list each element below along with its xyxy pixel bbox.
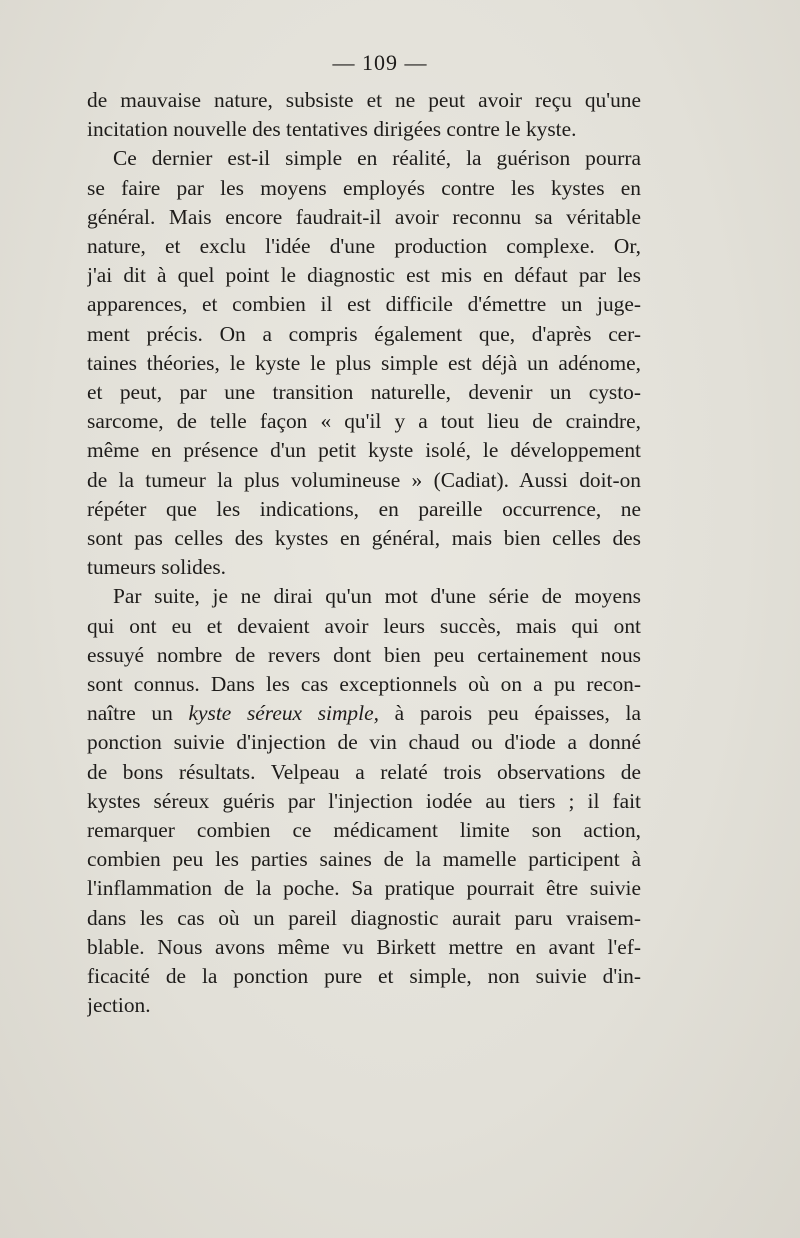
- text-line: apparences, et combien il est difficile d'émettre un juge-: [87, 292, 641, 317]
- text-line: incitation nouvelle des tentatives dirigées contre le kyste.: [87, 117, 577, 142]
- text-line: général. Mais encore faudrait-il avoir reconnu sa véritable: [87, 204, 641, 229]
- text-line: tumeurs solides.: [87, 555, 227, 580]
- text-line: combien peu les parties saines de la mamelle participent à: [87, 847, 641, 872]
- text-line: sarcome, de telle façon « qu'il y a tout lieu de craindre,: [87, 409, 641, 434]
- text-line: dans les cas où un pareil diagnostic aurait paru vraisem-: [87, 905, 641, 930]
- text-line: remarquer combien ce médicament limite son action,: [87, 818, 641, 843]
- text-line: jection.: [87, 993, 151, 1018]
- text-line: ponction suivie d'injection de vin chaud ou d'iode a donné: [87, 730, 641, 755]
- text-line: Par suite, je ne dirai qu'un mot d'une série de moyens: [113, 584, 641, 609]
- text-line: même en présence d'un petit kyste isolé, le développement: [87, 438, 641, 463]
- text-line: qui ont eu et devaient avoir leurs succès, mais qui ont: [87, 613, 641, 638]
- text-line-with-italic: [87, 699, 641, 728]
- page-number: — 109 —: [332, 50, 428, 75]
- text-line: Ce dernier est-il simple en réalité, la guérison pourra: [113, 146, 641, 171]
- text-line: l'inflammation de la poche. Sa pratique pourrait être suivie: [87, 876, 641, 901]
- text-line: de mauvaise nature, subsiste et ne peut avoir reçu qu'une: [87, 88, 641, 112]
- text-line: ficacité de la ponction pure et simple, non suivie d'in-: [87, 964, 641, 989]
- text-line: de bons résultats. Velpeau a relaté trois observations de: [87, 759, 641, 784]
- text-line: sont pas celles des kystes en général, mais bien celles des: [87, 526, 641, 551]
- text-line: se faire par les moyens employés contre les kystes en: [87, 175, 641, 200]
- text-run: à parois peu épaisses, la: [378, 701, 641, 726]
- text-line: taines théories, le kyste le plus simple est déjà un adénome,: [87, 350, 641, 375]
- text-line: nature, et exclu l'idée d'une production complexe. Or,: [87, 234, 641, 259]
- text-line: répéter que les indications, en pareille occurrence, ne: [87, 496, 641, 521]
- text-line: essuyé nombre de revers dont bien peu certainement nous: [87, 642, 641, 667]
- text-run: naître un: [87, 701, 189, 726]
- text-line: j'ai dit à quel point le diagnostic est mis en défaut par les: [87, 263, 641, 288]
- text-line: sont connus. Dans les cas exceptionnels où on a pu recon-: [87, 672, 641, 697]
- text-line: ment précis. On a compris également que, d'après cer-: [87, 321, 641, 346]
- text-line: et peut, par une transition naturelle, devenir un cysto-: [87, 380, 641, 405]
- body-text: [87, 86, 641, 1021]
- italic-term: kyste séreux simple,: [188, 701, 379, 726]
- text-line: blable. Nous avons même vu Birkett mettre en avant l'ef-: [87, 934, 641, 959]
- text-line: kystes séreux guéris par l'injection iodée au tiers ; il fait: [87, 788, 641, 813]
- text-line: de la tumeur la plus volumineuse » (Cadiat). Aussi doit-on: [87, 467, 641, 492]
